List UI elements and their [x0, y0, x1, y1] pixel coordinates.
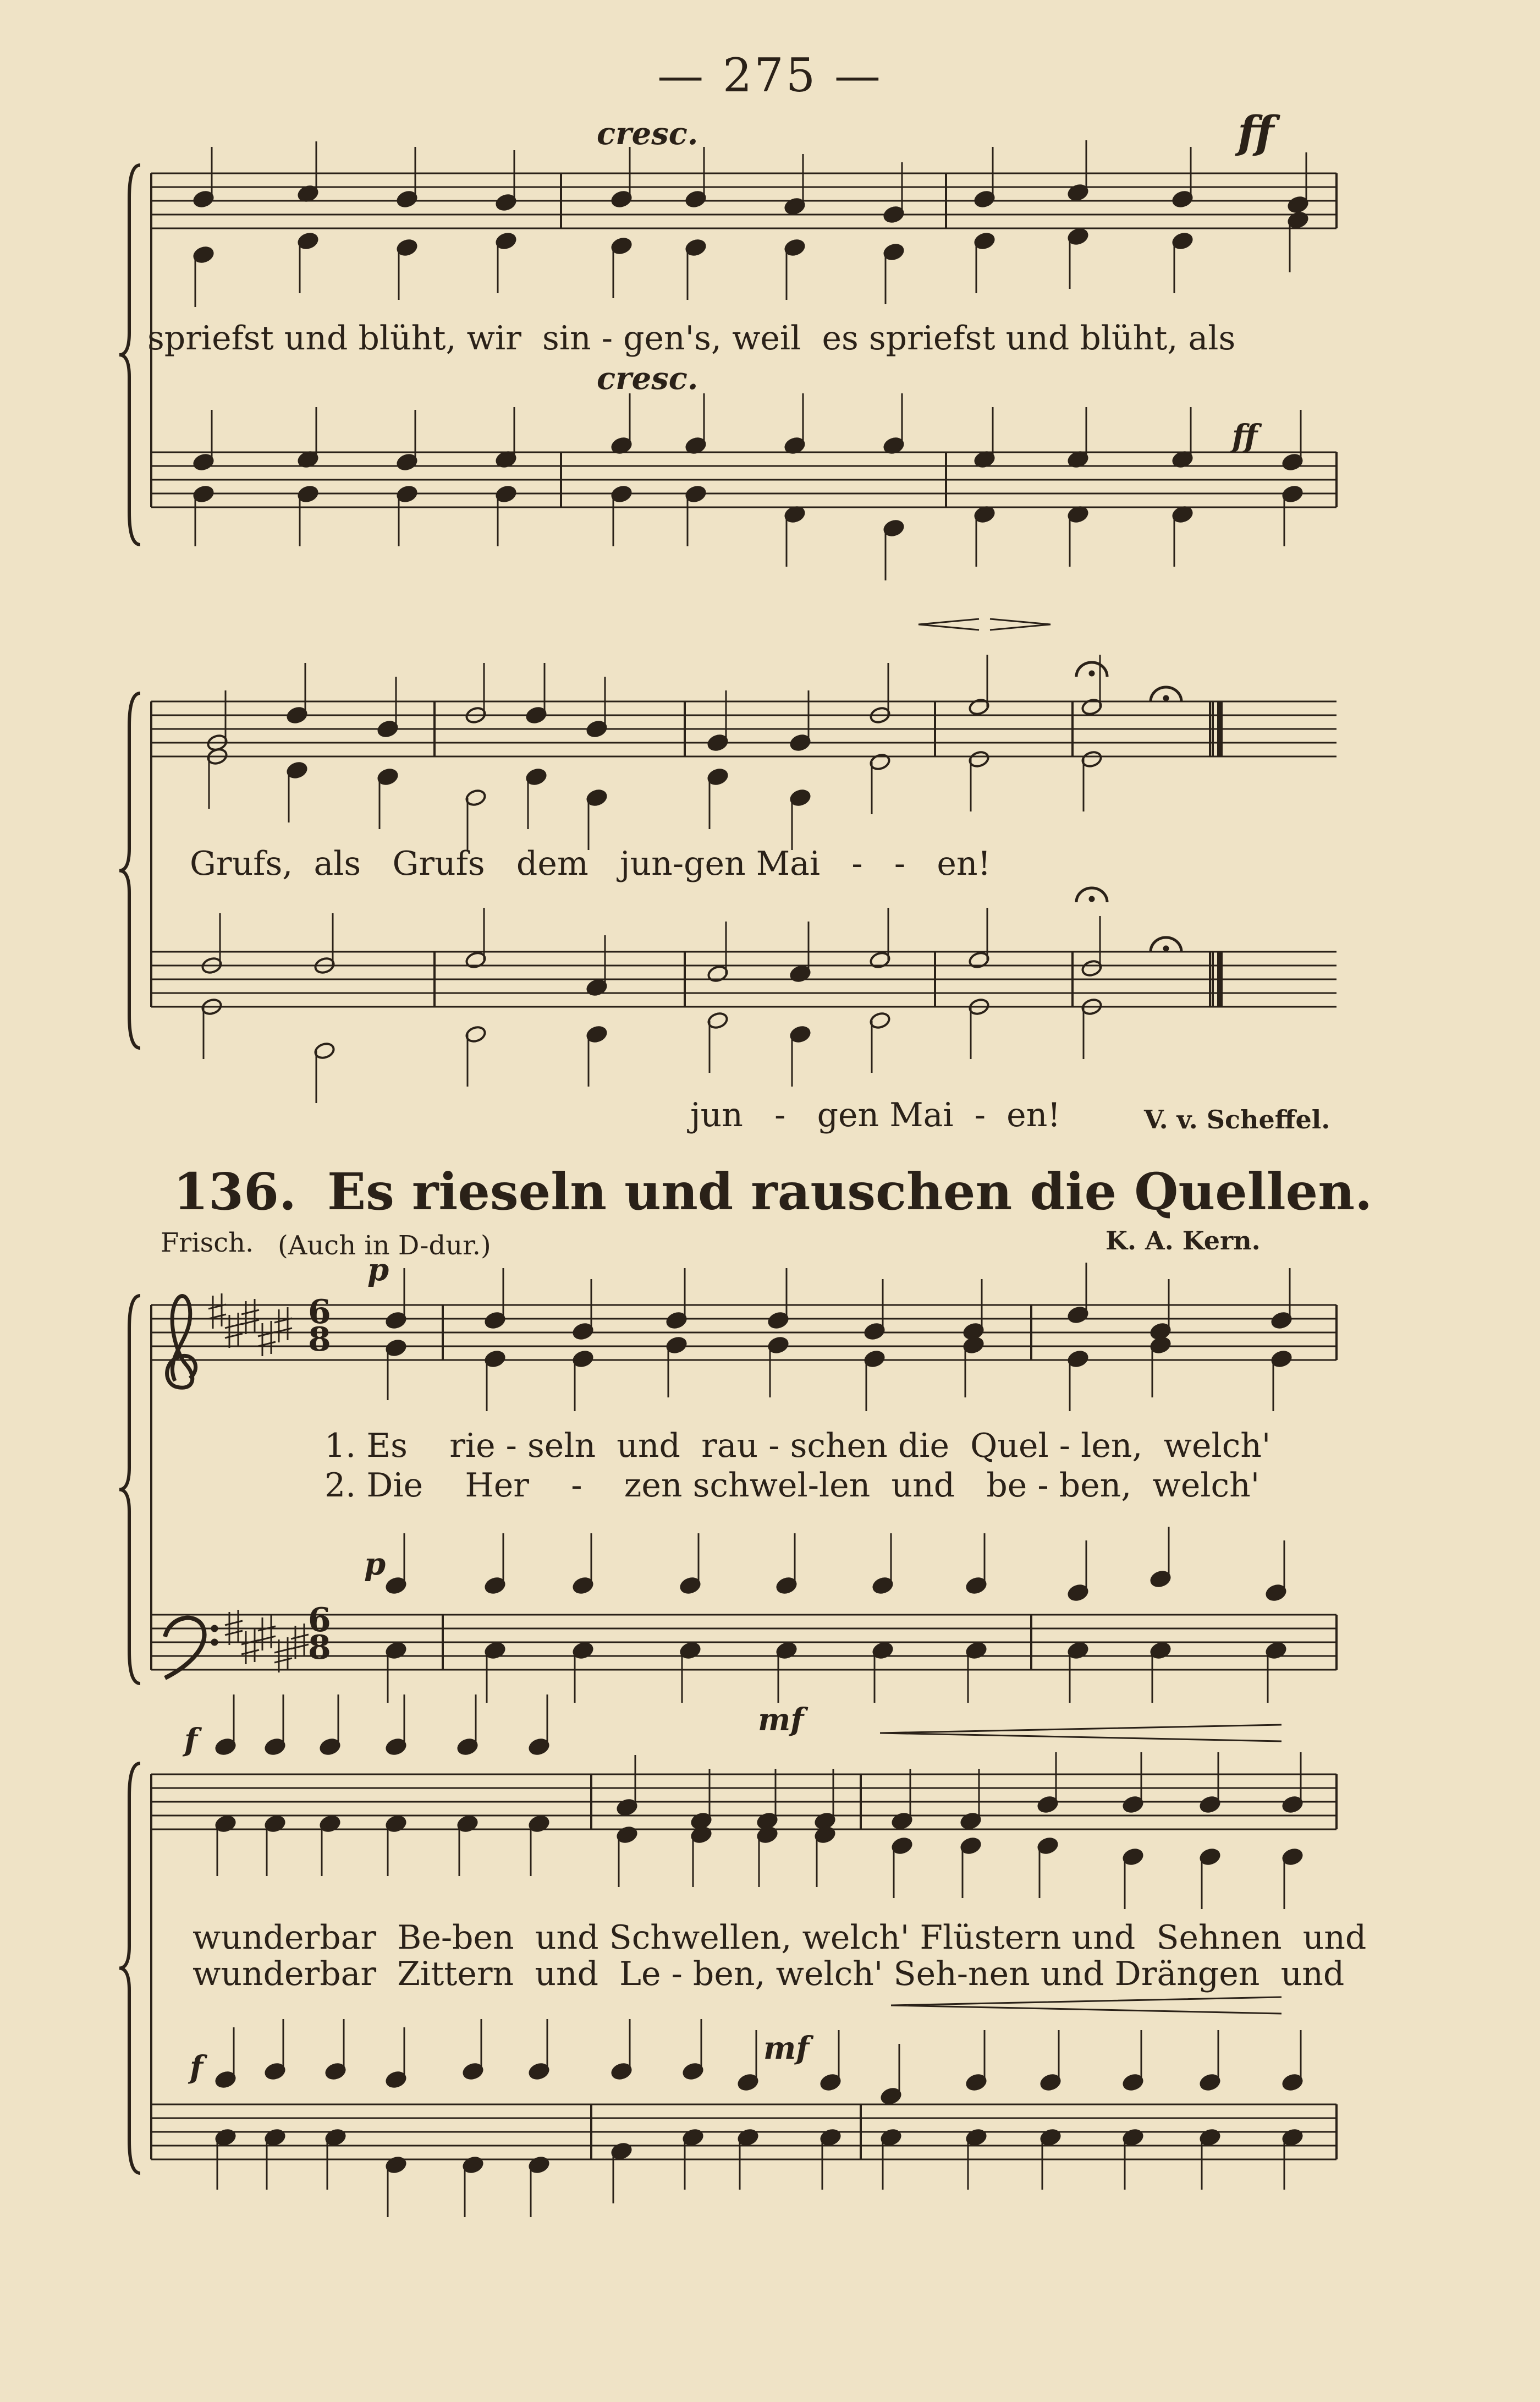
system-brace — [119, 165, 140, 545]
bass-clef-dot — [211, 1625, 218, 1632]
lyrics-system-2-top: Grufs, als Grufs dem jun-gen Mai - - en! — [190, 844, 991, 883]
lyrics-system-1: spriefst und blüht, wir sin - gen's, weil es spriefst und blüht, als — [147, 319, 1236, 358]
fermata-dot — [1089, 896, 1094, 902]
time-signature-digit: 8 — [308, 1628, 331, 1667]
staves — [151, 173, 1336, 2159]
crescendo-hairpin — [919, 619, 979, 630]
composer: K. A. Kern. — [1106, 1226, 1261, 1255]
sharp-sign — [274, 1307, 292, 1342]
time-signature-digit: 8 — [308, 1320, 331, 1359]
time-signature-digit: 6 — [308, 1293, 331, 1331]
dynamic-f-top: f — [184, 1722, 198, 1758]
decrescendo-hairpin — [880, 1725, 1282, 1741]
dynamic-p-top: p — [367, 1252, 389, 1288]
dynamic-ff-bottom: ff — [1232, 418, 1258, 454]
key-note: (Auch in D-dur.) — [278, 1230, 491, 1261]
decrescendo-hairpin — [891, 1997, 1282, 2014]
lyrics-system-2-bottom: jun - gen Mai - en! — [690, 1096, 1061, 1134]
tempo-marking: Frisch. — [161, 1227, 254, 1258]
system-brace — [119, 693, 140, 1048]
verse-1-line-1: 1. Es rie - seln und rau - schen die Quel - len, welch' — [324, 1427, 1271, 1465]
barlines — [151, 173, 1336, 2159]
sharp-sign — [258, 1615, 276, 1650]
verse-2-line-2: wunderbar Zittern und Le - ben, welch' Seh-nen und Drängen und — [193, 1955, 1345, 1993]
page-number: — 275 — — [657, 48, 883, 102]
system-brace — [119, 1296, 140, 1683]
treble-clef — [167, 1296, 196, 1388]
fermata-dot — [1163, 695, 1169, 701]
song-number: 136. — [173, 1162, 297, 1221]
poet-attribution: V. v. Scheffel. — [1144, 1105, 1330, 1134]
song-title: Es rieseln und rauschen die Quellen. — [327, 1162, 1373, 1221]
sharp-sign — [241, 1629, 259, 1664]
braces — [119, 165, 140, 2173]
dynamic-f-bottom: f — [190, 2049, 204, 2086]
sharp-sign — [258, 1321, 276, 1356]
dynamic-ff-top: ff — [1238, 106, 1274, 158]
notation-extras — [165, 619, 1282, 2014]
dynamic-p-bottom: p — [364, 1546, 386, 1582]
dynamic-mf-bottom: mf — [763, 2030, 810, 2066]
decrescendo-hairpin — [990, 619, 1050, 630]
bass-clef-dot — [211, 1639, 218, 1646]
time-signature-digit: 6 — [308, 1601, 331, 1639]
dynamic-cresc-top: cresc. — [597, 116, 698, 152]
system-brace — [119, 1763, 140, 2173]
verse-1-line-2: wunderbar Be-ben und Schwellen, welch' Flüstern und Sehnen und — [193, 1918, 1367, 1957]
dynamic-mf-top: mf — [758, 1702, 804, 1738]
fermata-dot — [1089, 671, 1094, 676]
sharp-sign — [208, 1293, 226, 1329]
fermata-dot — [1163, 946, 1169, 951]
dynamic-cresc-mid: cresc. — [597, 360, 698, 397]
verse-2-line-1: 2. Die Her - zen schwel-len und be - ben, welch' — [324, 1466, 1260, 1505]
